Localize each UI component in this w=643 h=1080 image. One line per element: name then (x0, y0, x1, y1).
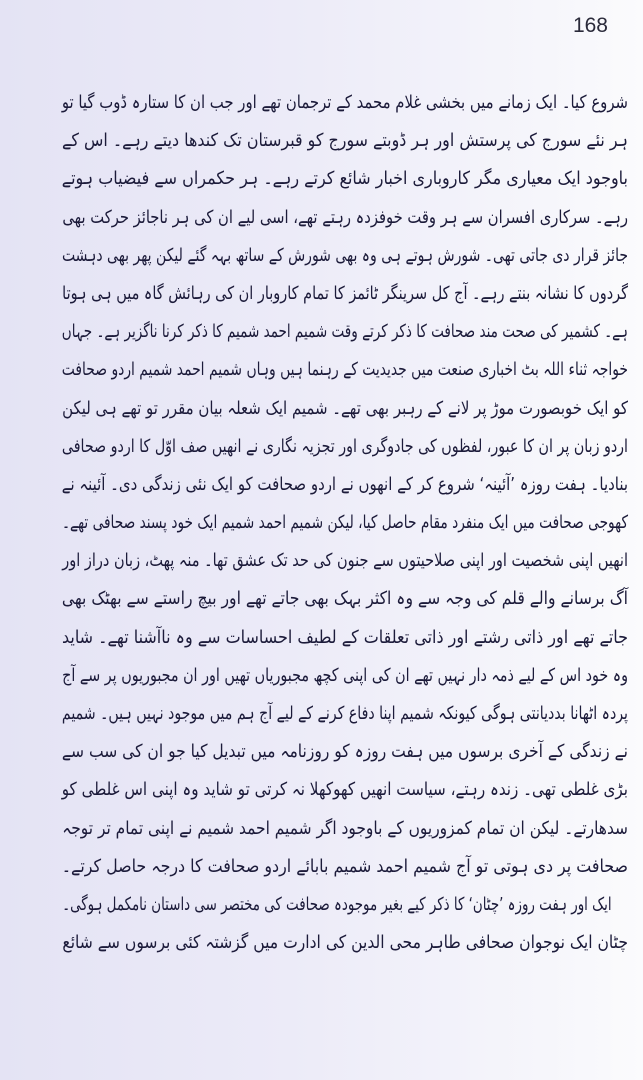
text-line: پردہ اٹھانا بددیانتی ہوگی کیونکہ شمیم اپنا دفاع کرنے کے لیے آج ہم میں موجود نہیں ہیں۔ شمیم (61, 703, 628, 724)
text-line: باوجود ایک معیاری مگر کاروباری اخبار شائع کرتے رہے۔ ہر حکمراں سے فیضیاب ہوتے (61, 168, 629, 190)
text-line: گردوں کا نشانہ بنتے رہے۔ آج کل سرینگر ٹائمز کا تمام کاروبار ان کی رہائش گاہ میں ہی ہوتا (62, 282, 628, 304)
text-line: ہے۔ کشمیر کی صحت مند صحافت کا ذکر کرتے وقت شمیم احمد شمیم کا ذکر کرنا ناگزیر ہے۔ جہاں (61, 321, 629, 343)
text-line: رہے۔ سرکاری افسران سے ہر وقت خوفزدہ رہتے تھے، اسی لیے ان کی ہر ناجائز حرکت بھی (62, 206, 628, 228)
text-line: جائز قرار دی جاتی تھی۔ شورش ہوتے ہی وہ بھی شورش کے ساتھ بہہ گئے لیکن پھر بھی دہشت (61, 244, 629, 266)
text-line: سدھارتے۔ لیکن ان تمام کمزوریوں کے باوجود اگر شمیم احمد شمیم نے اپنی تمام تر توجہ (62, 817, 628, 839)
text-line: آگ برسانے والے قلم کی وجہ سے وہ اکثر بہک بھی جاتے تھے اور بیچ راستے سے بھٹک بھی (61, 588, 628, 610)
body-text (62, 84, 628, 962)
text-line: ہر نئے سورج کی پرستش اور ہر ڈوبتے سورج کو قبرستان تک کندھا دیتے رہے۔ اس کے (62, 130, 629, 152)
text-line: نے زندگی کے آخری برسوں میں ہفت روزہ کو روزنامہ میں تبدیل کیا جو ان کی سب سے (61, 741, 628, 763)
text-line: صحافت پر دی ہوتی تو آج شمیم احمد شمیم بابائے اردو صحافت کا درجہ حاصل کرتے۔ (61, 855, 628, 877)
text-line: شروع کیا۔ ایک زمانے میں بخشی غلام محمد کے ترجمان تھے اور جب ان کا ستارہ ڈوب گیا تو (61, 92, 629, 113)
text-line: بڑی غلطی تھی۔ زندہ رہتے، سیاست انھیں کھوکھلا نہ کرتی تو شاید وہ اپنی اس غلطی کو (61, 779, 629, 801)
text-line: بنادیا۔ ہفت روزہ ’آئینہ‘ شروع کر کے انھوں نے اردو صحافت کو ایک نئی زندگی دی۔ آئینہ نے (61, 473, 629, 495)
text-line: انھیں اپنی شخصیت اور اپنی صلاحیتوں سے جنون کی حد تک عشق تھا۔ منہ پھٹ، زبان دراز اور (62, 550, 629, 572)
page-number: 168 (572, 14, 608, 37)
text-line: کو ایک خوبصورت موڑ پر لانے کے رہبر بھی تھے۔ شمیم ایک شعلہ بیان مقرر تو تھے ہی لیکن (62, 397, 628, 419)
text-line: جاتے تھے اور ذاتی رشتے اور ذاتی تعلقات کے لطیف احساسات سے وہ ناآشنا تھے۔ شاید (61, 626, 629, 648)
text-line: ایک اور ہفت روزہ ’چٹان‘ کا ذکر کیے بغیر موجودہ صحافت کی مختصر سی داستان نامکمل ہوگی۔ (62, 893, 612, 915)
text-line: چٹان ایک نوجوان صحافی طاہر محی الدین کی ادارت میں گزشتہ کئی برسوں سے شائع (62, 932, 628, 954)
text-line: وہ خود اس کے لیے ذمہ دار نہیں تھے ان کی اپنی کچھ مجبوریاں تھیں اور ان مجبوریوں پر سے آج (62, 664, 628, 686)
text-line: اردو زبان پر ان کا عبور، لفظوں کی جادوگری اور تجزیہ نگاری نے انھیں صف اوّل کا اردو صحافی (61, 435, 628, 457)
text-line: خواجہ ثناء اللہ بٹ اخباری صنعت میں جدیدیت کے رہنما ہیں وہاں شمیم احمد شمیم اردو صحافت (61, 359, 629, 381)
text-line: کھوجی صحافت میں ایک منفرد مقام حاصل کیا، لیکن شمیم احمد شمیم ایک خود پسند صحافی تھے۔ (62, 512, 629, 534)
